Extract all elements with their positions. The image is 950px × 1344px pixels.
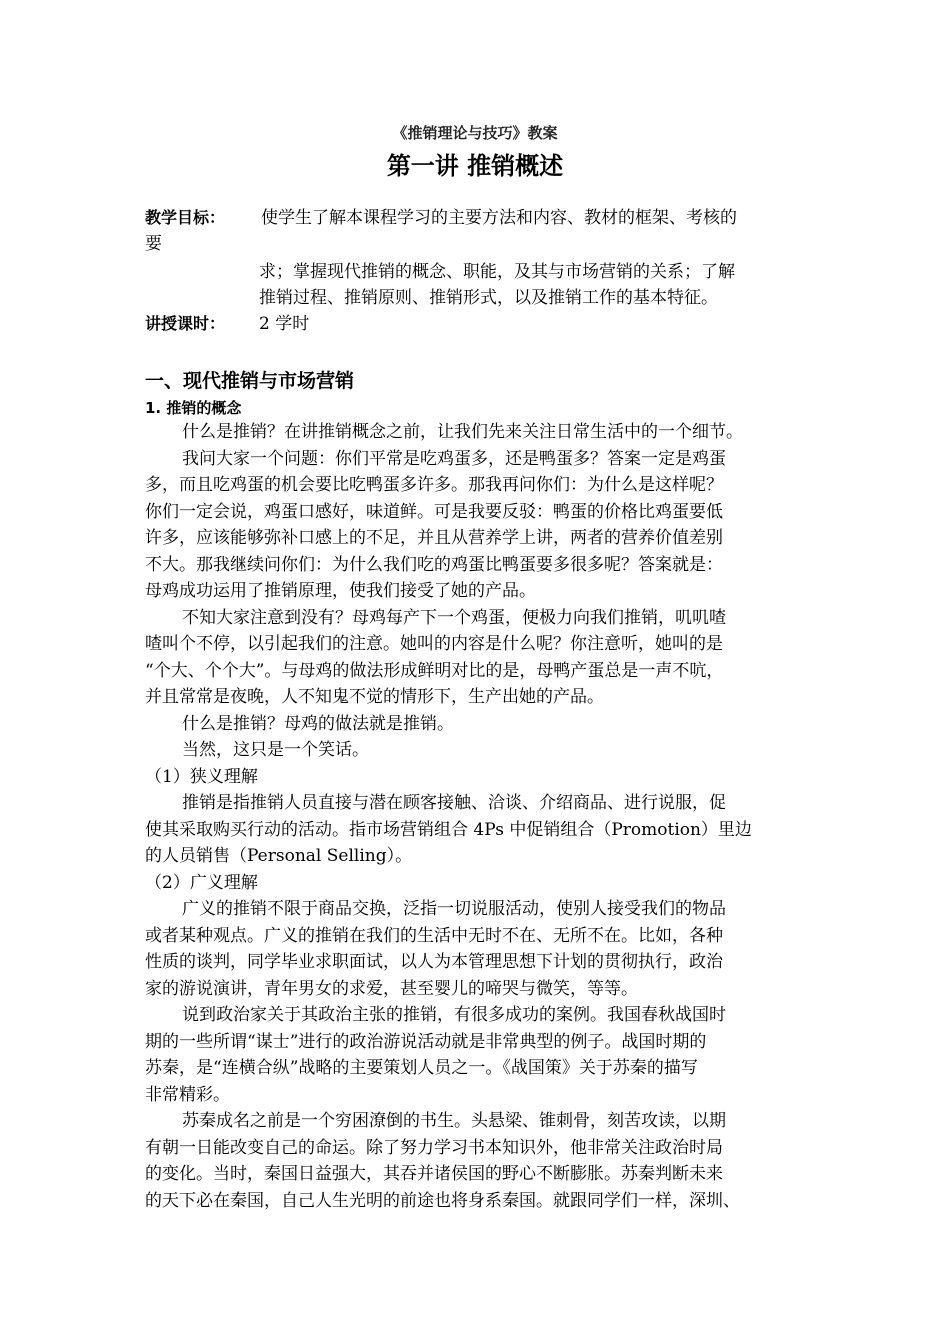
paragraph-line: 推销是指推销人员直接与潜在顾客接触、洽谈、介绍商品、进行说服，促 (182, 793, 726, 813)
hours-label: 讲授课时： (145, 314, 226, 333)
subsection-heading: 1. 推销的概念 (145, 399, 242, 417)
paragraph-line: 的人员销售（Personal Selling）。 (145, 846, 413, 866)
body-text (145, 419, 820, 1214)
paragraph-line: 的变化。当时，秦国日益强大，其吞并诸侯国的野心不断膨胀。苏秦判断未来 (145, 1164, 723, 1184)
paragraph-line: 什么是推销？母鸡的做法就是推销。 (182, 713, 454, 734)
objectives-text-line: 推销过程、推销原则、推销形式，以及推销工作的基本特征。 (259, 288, 718, 308)
paragraph-line: 不知大家注意到没有？母鸡每产下一个鸡蛋，便极力向我们推销，叽叽喳 (182, 607, 726, 628)
paragraph-line: “个大、个个大”。与母鸡的做法形成鲜明对比的是，母鸭产蛋总是一声不吭， (145, 660, 724, 681)
broad-definition-heading: （2）广义理解 (145, 872, 258, 893)
paragraph-line: 我问大家一个问题：你们平常是吃鸡蛋多，还是鸭蛋多？答案一定是鸡蛋 (182, 448, 726, 469)
paragraph-line: 性质的谈判，同学毕业求职面试，以人为本管理思想下计划的贯彻执行，政治 (145, 952, 723, 972)
objectives-row-2 (145, 231, 825, 257)
paragraph-line: 许多，应该能够弥补口感上的不足，并且从营养学上讲，两者的营养价值差别 (145, 528, 723, 548)
narrow-definition-heading: （1）狭义理解 (145, 766, 258, 787)
paragraph-line: 苏秦，是“连横合纵”战略的主要策划人员之一。《战国策》关于苏秦的描写 (145, 1058, 698, 1078)
objectives-text-line: 求；掌握现代推销的概念、职能，及其与市场营销的关系；了解 (259, 262, 735, 282)
hours-value: 2 学时 (259, 314, 310, 334)
paragraph-line: 说到政治家关于其政治主张的推销，有很多成功的案例。我国春秋战国时 (182, 1005, 726, 1025)
paragraph-line: 的天下必在秦国，自己人生光明的前途也将身系秦国。就跟同学们一样，深圳、 (145, 1190, 740, 1211)
hours-row (145, 311, 825, 337)
paragraph-line: 苏秦成名之前是一个穷困潦倒的书生。头悬梁、锥刺骨，刻苦攻读，以期 (182, 1111, 726, 1131)
paragraph-line: 使其采取购买行动的活动。指市场营销组合 4Ps 中促销组合（Promotion）里边 (145, 819, 752, 840)
lecture-title: 第一讲 推销概述 (386, 152, 564, 180)
document-title: 《推销理论与技巧》教案 (392, 124, 558, 142)
paragraph-line: 或者某种观点。广义的推销在我们的生活中无时不在、无所不在。比如，各种 (145, 925, 723, 946)
paragraph-line: 你们一定会说，鸡蛋口感好，味道鲜。可是我要反驳：鸭蛋的价格比鸡蛋要低 (145, 501, 723, 522)
objectives-label: 教学目标： (145, 208, 226, 227)
paragraph-line: 什么是推销？在讲推销概念之前，让我们先来关注日常生活中的一个细节。 (182, 422, 743, 442)
paragraph-line: 母鸡成功运用了推销原理，使我们接受了她的产品。 (145, 581, 536, 601)
objectives-row-1 (145, 205, 825, 231)
section-heading: 一、现代推销与市场营销 (145, 370, 355, 392)
paragraph-line: 不大。那我继续问你们：为什么我们吃的鸡蛋比鸭蛋要多很多呢？答案就是： (145, 554, 723, 575)
paragraph-line: 非常精彩。 (145, 1084, 230, 1105)
paragraph-line: 并且常常是夜晚，人不知鬼不觉的情形下，生产出她的产品。 (145, 687, 604, 707)
paragraph-line: 多，而且吃鸡蛋的机会要比吃鸭蛋多许多。那我再问你们：为什么是这样呢？ (145, 475, 723, 495)
paragraph-line: 有朝一日能改变自己的命运。除了努力学习书本知识外，他非常关注政治时局 (145, 1137, 723, 1158)
paragraph-line: 广义的推销不限于商品交换，泛指一切说服活动，使别人接受我们的物品 (182, 899, 726, 919)
paragraph-line: 喳叫个不停，以引起我们的注意。她叫的内容是什么呢？你注意听，她叫的是 (145, 634, 723, 654)
paragraph-line: 家的游说演讲，青年男女的求爱，甚至婴儿的啼哭与微笑，等等。 (145, 978, 638, 999)
paragraph-line: 期的一些所谓“谋士”进行的政治游说活动就是非常典型的例子。战国时期的 (145, 1031, 707, 1052)
paragraph-line: 当然，这只是一个笑话。 (182, 740, 369, 760)
objectives-text-line: 使学生了解本课程学习的主要方法和内容、教材的框架、考核的 (261, 208, 737, 228)
objectives-text-line: 要 (145, 234, 162, 254)
